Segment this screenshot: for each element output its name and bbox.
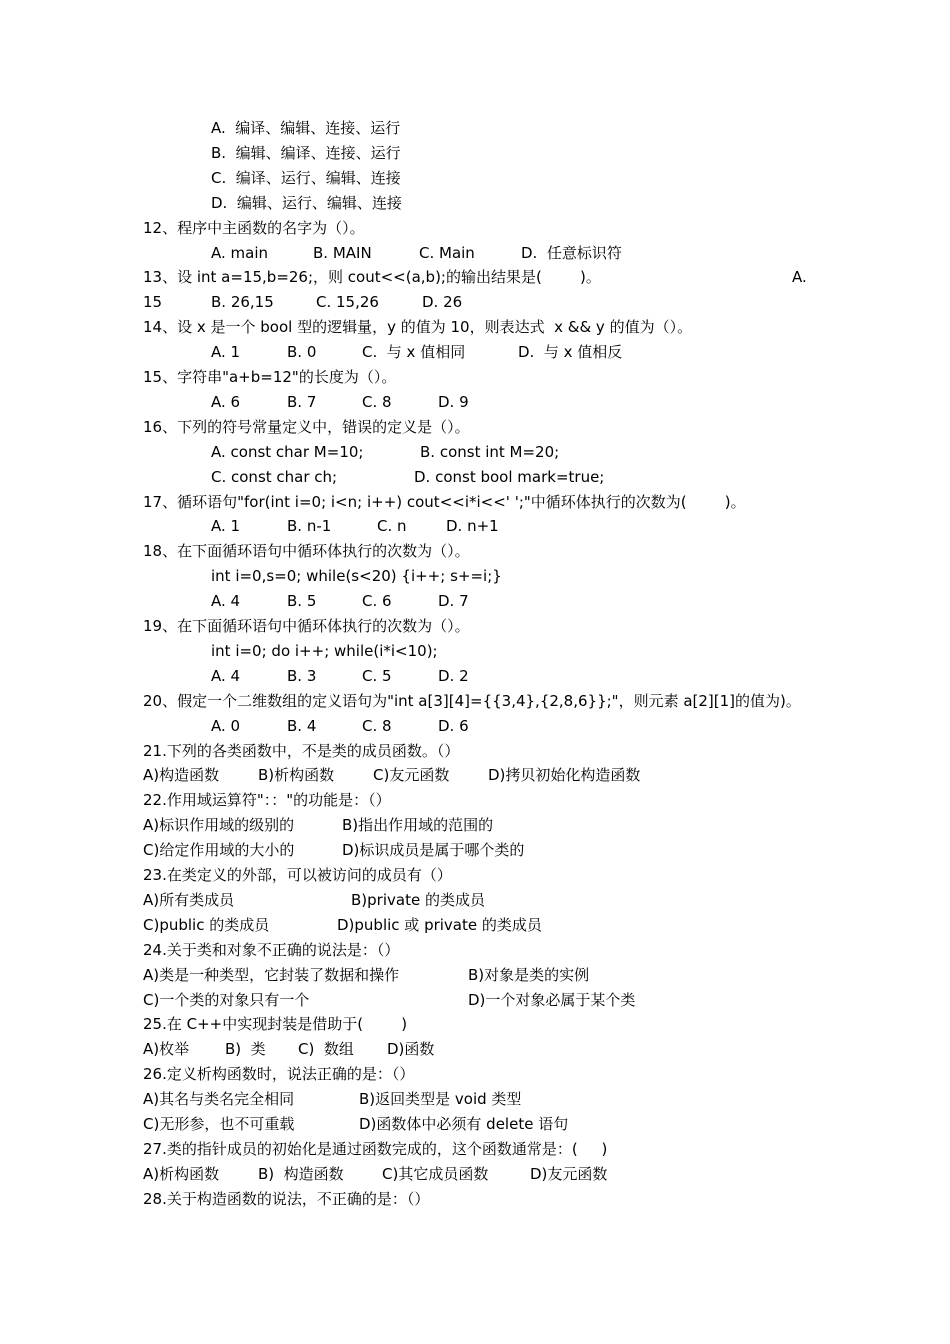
option-text: C)public 的类成员 (143, 915, 270, 934)
option-text: C)给定作用域的大小的 (143, 841, 295, 860)
option-text: C) 数组 (298, 1040, 354, 1059)
option-text: D. n+1 (446, 517, 499, 536)
question-text: 23.在类定义的外部，可以被访问的成员有（） (143, 866, 452, 884)
option-text: D)函数体中必须有 delete 语句 (359, 1115, 569, 1133)
question-text: 28.关于构造函数的说法，不正确的是：（） (143, 1189, 430, 1208)
option-text: A)构造函数 (143, 766, 220, 785)
option-text: C. 6 (362, 592, 392, 611)
question-text: 19、在下面循环语句中循环体执行的次数为（）。 (143, 617, 470, 635)
option-text: C)友元函数 (373, 766, 450, 785)
option-text: A. main (211, 243, 269, 262)
option-text: B)指出作用域的范围的 (342, 816, 494, 835)
option-text: A)类是一种类型，它封装了数据和操作 (143, 965, 400, 984)
option-text: A. 1 (211, 517, 241, 536)
option-text: D. 26 (422, 293, 463, 312)
option-text: C. n (377, 517, 407, 536)
option-text: D. 2 (438, 666, 469, 685)
option-text: D. const bool mark=true; (414, 467, 605, 486)
option-text: C)一个类的对象只有一个 (143, 990, 310, 1009)
option-text: A. 4 (211, 666, 241, 685)
option-text: D)标识成员是属于哪个类的 (342, 841, 525, 860)
question-text: 27.类的指针成员的初始化是通过函数完成的，这个函数通常是：( ) (143, 1139, 608, 1158)
option-text: D. 编辑、运行、编辑、连接 (211, 193, 402, 212)
question-text: 18、在下面循环语句中循环体执行的次数为（）。 (143, 542, 470, 561)
question-text: 26.定义析构函数时，说法正确的是：（） (143, 1065, 415, 1084)
option-text: A. 4 (211, 592, 241, 611)
option-text: int i=0; do i++; while(i*i<10); (211, 641, 438, 660)
option-text: D)一个对象必属于某个类 (468, 990, 636, 1009)
option-text: B. 26,15 (211, 293, 274, 312)
option-text: D)public 或 private 的类成员 (337, 915, 542, 934)
option-text: 15 (143, 293, 163, 312)
option-text: A)析构函数 (143, 1164, 220, 1183)
option-text: D)友元函数 (530, 1164, 608, 1183)
question-text: 15、字符串"a+b=12"的长度为（）。 (143, 368, 397, 386)
question-text: 13、设 int a=15,b=26;，则 cout<<(a,b);的输出结果是( )。 (143, 268, 601, 287)
question-text: 21.下列的各类函数中，不是类的成员函数。（） (143, 741, 460, 760)
question-text: 25.在 C++中实现封装是借助于( ) (143, 1015, 408, 1034)
option-text: C. 8 (362, 392, 392, 411)
option-text: B) 类 (225, 1040, 266, 1059)
option-text: C)无形参，也不可重载 (143, 1115, 295, 1133)
option-text: B. 0 (287, 343, 317, 362)
option-text: A. 6 (211, 392, 241, 411)
option-text: int i=0,s=0; while(s<20) {i++; s+=i;} (211, 567, 502, 586)
question-text: 24.关于类和对象不正确的说法是：（） (143, 940, 400, 959)
option-text: C)其它成员函数 (382, 1164, 489, 1183)
question-text: 22.作用域运算符"：："的功能是：（） (143, 791, 391, 810)
option-text: A. 0 (211, 716, 241, 735)
question-text: 12、程序中主函数的名字为（）。 (143, 218, 365, 237)
option-text: A. 1 (211, 343, 241, 362)
option-text: D. 7 (438, 592, 469, 611)
question-text: 17、循环语句"for(int i=0; i<n; i++) cout<<i*i<<' ';"中循环体执行的次数为( )。 (143, 492, 746, 511)
option-text: D. 6 (438, 716, 469, 735)
option-text: A. 编译、编辑、连接、运行 (211, 119, 401, 137)
option-text: B)析构函数 (258, 766, 335, 785)
question-text: 14、设 x 是一个 bool 型的逻辑量，y 的值为 10，则表达式 x && y 的值为（）。 (143, 318, 693, 337)
option-text: B. 7 (287, 392, 317, 411)
option-text: A)标识作用域的级别的 (143, 816, 295, 835)
option-text: B. const int M=20; (420, 442, 560, 461)
question-text: 16、下列的符号常量定义中，错误的定义是（）。 (143, 417, 470, 436)
option-text: C. 15,26 (316, 293, 379, 312)
option-text: B)返回类型是 void 类型 (359, 1090, 522, 1109)
option-text: A. (792, 268, 807, 287)
option-text: D. 任意标识符 (521, 243, 622, 262)
option-text: B)对象是类的实例 (468, 965, 590, 984)
option-text: D. 与 x 值相反 (518, 343, 623, 362)
option-text: C. Main (419, 243, 475, 262)
option-text: C. const char ch; (211, 467, 338, 486)
option-text: C. 与 x 值相同 (362, 343, 466, 362)
option-text: A)枚举 (143, 1040, 190, 1059)
option-text: A. const char M=10; (211, 442, 364, 461)
option-text: B. 4 (287, 716, 317, 735)
option-text: D)函数 (387, 1040, 435, 1059)
option-text: D)拷贝初始化构造函数 (488, 766, 641, 785)
option-text: C. 8 (362, 716, 392, 735)
option-text: B. MAIN (313, 243, 372, 262)
option-text: A)所有类成员 (143, 890, 235, 909)
option-text: C. 编译、运行、编辑、连接 (211, 168, 401, 187)
option-text: B) 构造函数 (258, 1164, 344, 1183)
option-text: B. 3 (287, 666, 317, 685)
option-text: B. n-1 (287, 517, 332, 536)
question-text: 20、假定一个二维数组的定义语句为"int a[3][4]={{3,4},{2,8,6}};"，则元素 a[2][1]的值为)。 (143, 691, 801, 710)
option-text: A)其名与类名完全相同 (143, 1090, 295, 1109)
option-text: B)private 的类成员 (351, 890, 485, 909)
option-text: B. 编辑、编译、连接、运行 (211, 143, 401, 162)
option-text: B. 5 (287, 592, 317, 611)
option-text: C. 5 (362, 666, 392, 685)
option-text: D. 9 (438, 392, 469, 411)
